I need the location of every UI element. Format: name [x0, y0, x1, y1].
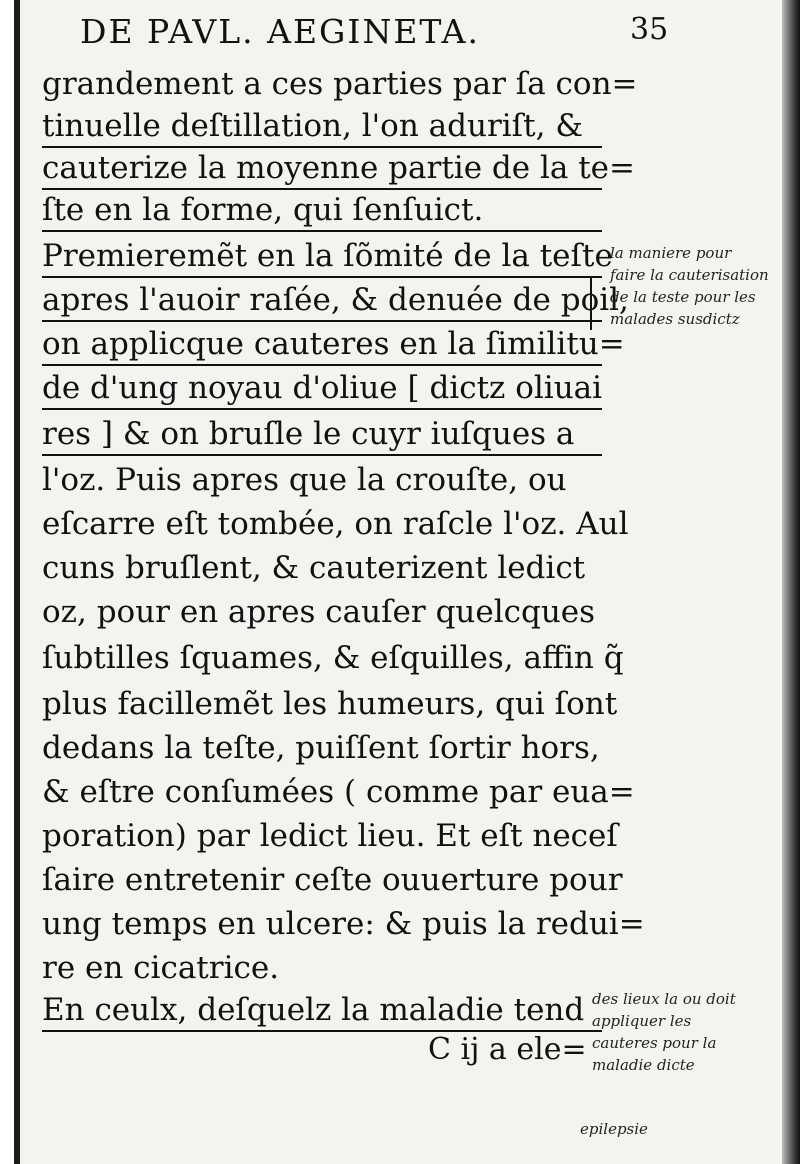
marginal-note-bottom: [592, 988, 792, 1076]
text-line: dedans la teſte, puiſſent ſortir hors,: [42, 730, 600, 766]
margin-bracket: [590, 276, 608, 330]
running-title: DE PAVL. AEGINETA.: [80, 12, 480, 51]
text-line: eſcarre eſt tombée, on raſcle l'oz. Aul: [42, 506, 629, 542]
text-line: res ] & on bruſle le cuyr iuſques a: [42, 414, 602, 456]
marginal-note-line: maladie dicte: [592, 1056, 695, 1074]
marginal-note-line: cauteres pour la: [592, 1034, 717, 1052]
text-line: de d'ung noyau d'oliue [ dictz oliuai: [42, 368, 602, 410]
text-line: oz, pour en apres cauſer quelcques: [42, 594, 596, 630]
page-header: [80, 12, 680, 62]
page-number: 35: [630, 12, 669, 47]
text-line: poration) par ledict lieu. Et eſt neceſ: [42, 818, 618, 854]
text-line: re en cicatrice.: [42, 950, 280, 986]
text-line: cuns bruſlent, & cauterizent ledict: [42, 550, 586, 586]
text-line: ſaire entretenir ceſte ouuerture pour: [42, 862, 623, 898]
text-line: plus facillemẽt les humeurs, qui ſont: [42, 686, 618, 722]
text-line: cauterize la moyenne partie de la te=: [42, 148, 602, 190]
signature-mark: C ij a ele=: [428, 1032, 587, 1067]
text-line: & eſtre conſumées ( comme par eua=: [42, 774, 635, 810]
marginal-note-line: malades susdictz: [610, 310, 740, 328]
text-line: tinuelle deſtillation, l'on aduriſt, &: [42, 106, 602, 148]
text-line: ſte en la forme, qui ſenſuict.: [42, 190, 602, 232]
text-line: Premieremẽt en la ſõmité de la teſte: [42, 236, 602, 278]
marginal-note-line: appliquer les: [592, 1012, 692, 1030]
text-line: grandement a ces parties par ſa con=: [42, 66, 638, 102]
text-line: En ceulx, deſquelz la maladie tend: [42, 990, 602, 1032]
marginal-note-line: des lieux la ou doit: [592, 990, 736, 1008]
text-line: ung temps en ulcere: & puis la redui=: [42, 906, 645, 942]
book-page: [14, 0, 790, 1164]
text-line: on applicque cauteres en la ſimilitu=: [42, 324, 602, 366]
marginal-note-top: [610, 242, 800, 330]
marginal-note-line: faire la cauterisation: [610, 266, 769, 284]
page-gutter-edge: [782, 0, 800, 1164]
marginal-note-line: la maniere pour: [610, 244, 732, 262]
text-line: ſubtilles ſquames, & eſquilles, affin q̃: [42, 640, 624, 676]
text-line: l'oz. Puis apres que la crouſte, ou: [42, 462, 567, 498]
text-line: apres l'auoir raſée, & denuée de poil,: [42, 280, 602, 322]
marginal-note-line: de la teste pour les: [610, 288, 756, 306]
marginal-note-sign: epilepsie: [580, 1120, 648, 1138]
